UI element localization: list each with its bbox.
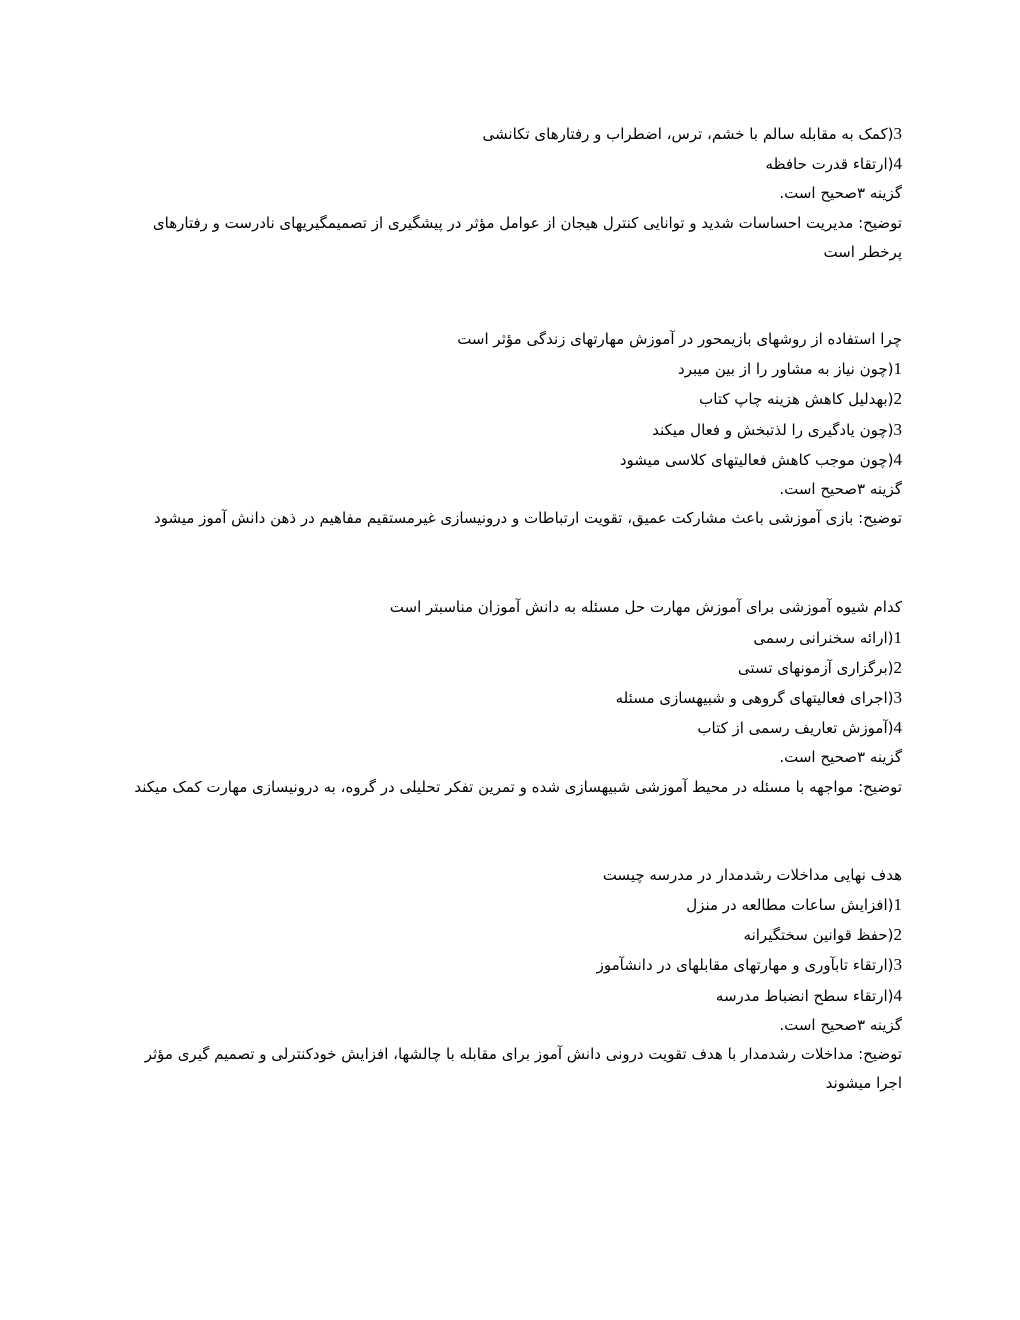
- explanation-text: توضیح: مواجهه با مسئله در محیط آموزشی شبیهسازی شده و تمرین تفکر تحلیلی در گروه، به درونیسازی مهارت کمک میکند: [134, 777, 902, 796]
- option-1: 1(ارائه سخنرانی رسمی: [753, 627, 902, 647]
- answer-text: گزینه ۳صحیح است.: [779, 480, 902, 499]
- explanation-text: توضیح: بازی آموزشی باعث مشارکت عمیق، تقویت ارتباطات و درونیسازی غیرمستقیم مفاهیم در ذهن دانش آموز میشود: [154, 509, 902, 528]
- question-text: هدف نهایی مداخلات رشدمدار در مدرسه چیست: [602, 865, 902, 884]
- option-4: 4(چون موجب کاهش فعالیتهای کلاسی میشود: [619, 449, 902, 469]
- option-2: 2(بهدلیل کاهش هزینه چاپ کتاب: [699, 389, 902, 409]
- option-3: 3(ارتقاء تابآوری و مهارتهای مقابلهای در دانشآموز: [596, 955, 902, 975]
- option-4: 4(آموزش تعاریف رسمی از کتاب: [697, 718, 902, 738]
- option-2: 2(برگزاری آزمونهای تستی: [737, 657, 902, 677]
- question-block-1: [118, 119, 902, 267]
- spacer: [118, 802, 902, 861]
- option-4: 4(ارتقاء قدرت حافظه: [765, 154, 902, 174]
- answer-text: گزینه ۳صحیح است.: [779, 184, 902, 203]
- spacer: [118, 267, 902, 325]
- question-block-4: [118, 861, 902, 1099]
- document-page: [118, 119, 902, 1098]
- question-text: کدام شیوه آموزشی برای آموزش مهارت حل مسئله به دانش آموزان مناسبتر است: [389, 598, 902, 617]
- spacer: [118, 533, 902, 593]
- answer-text: گزینه ۳صحیح است.: [779, 1015, 902, 1034]
- option-3: 3(اجرای فعالیتهای گروهی و شبیهسازی مسئله: [615, 688, 902, 708]
- option-3: 3(چون یادگیری را لذتبخش و فعال میکند: [652, 419, 902, 439]
- option-2: 2(حفظ قوانین سختگیرانه: [743, 925, 902, 945]
- answer-text: گزینه ۳صحیح است.: [779, 748, 902, 767]
- option-3: 3(کمک به مقابله سالم با خشم، ترس، اضطراب و رفتارهای تکانشی: [482, 124, 902, 143]
- explanation-text: توضیح: مدیریت احساسات شدید و توانایی کنترل هیجان از عوامل مؤثر در پیشگیری از تصمیمگیریهای نادرست و رفتارهای پرخطر است: [152, 213, 902, 261]
- explanation-text: توضیح: مداخلات رشدمدار با هدف تقویت درونی دانش آموز برای مقابله با چالشها، افزایش خودکنترلی و تصمیم گیری مؤثر اجرا میشوند: [144, 1045, 902, 1093]
- option-1: 1(افزایش ساعات مطالعه در منزل: [686, 895, 902, 915]
- question-text: چرا استفاده از روشهای بازیمحور در آموزش مهارتهای زندگی مؤثر است: [457, 330, 902, 349]
- option-1: 1(چون نیاز به مشاور را از بین میبرد: [678, 359, 902, 379]
- option-4: 4(ارتقاء سطح انضباط مدرسه: [715, 985, 902, 1005]
- question-block-2: [118, 325, 902, 533]
- question-block-3: [118, 593, 902, 801]
